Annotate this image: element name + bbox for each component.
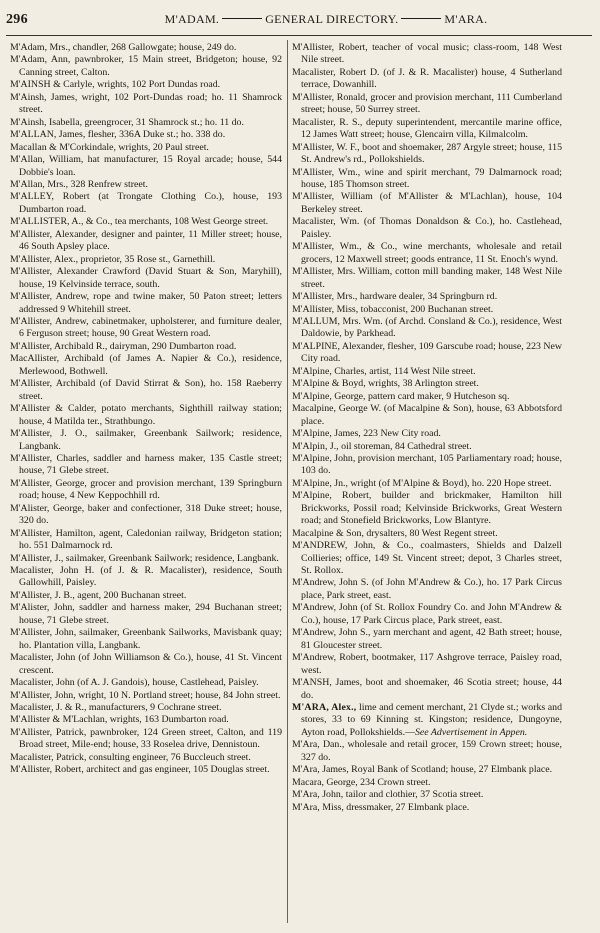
header-right-word: M'ARA. (444, 12, 488, 26)
header-rule (6, 35, 592, 36)
header-center-word: GENERAL DIRECTORY. (265, 12, 399, 26)
directory-entry: M'Allister, William (of M'Allister & M'Lachlan), house, 104 Berkeley street. (292, 191, 562, 215)
mara-entry (292, 702, 562, 739)
directory-entry: M'Ara, John, tailor and clothier, 37 Scotia street. (292, 789, 484, 801)
left-column (10, 42, 282, 777)
directory-entry: M'ALPINE, Alexander, flesher, 109 Garscube road; house, 223 New City road. (292, 340, 562, 365)
directory-entry: M'Allister & Calder, potato merchants, Sighthill railway station; house, 4 Matilda ter., Strathbungo. (10, 403, 282, 427)
directory-entry: M'Allister, John, sailmaker, Greenbank Sailworks, Mavisbank quay; ho. Plantation villa, Langbank. (10, 627, 282, 651)
column-divider (287, 40, 288, 923)
directory-entry: M'Allister, Patrick, pawnbroker, 124 Green street, Calton, and 119 Broad street, Mile-end; house, 33 Roselea drive, Dennistoun. (10, 726, 282, 751)
directory-entry: M'Allister, J., sailmaker, Greenbank Sailwork; residence, Langbank. (10, 552, 279, 564)
directory-entry: M'Alister, John, saddler and harness maker, 294 Buchanan street; house, 71 Glebe street. (10, 602, 282, 626)
directory-entry: Macalister, Patrick, consulting engineer, 76 Buccleuch street. (10, 751, 251, 763)
directory-entry: M'Ara, James, Royal Bank of Scotland; house, 27 Elmbank place. (292, 764, 553, 776)
directory-entry: M'Alpin, J., oil storeman, 84 Cathedral street. (292, 440, 472, 452)
directory-entry: M'Allister, Wm., wine and spirit merchant, 79 Dalmarnock road; house, 185 Thomson street. (292, 166, 562, 190)
directory-entry: M'ANDREW, John, & Co., coalmasters, Shields and Dalzell Collieries; office, 149 St. Vincent street; depot, 3 Charles street, St. Rollox. (292, 540, 562, 577)
directory-entry: M'Adam, Mrs., chandler, 268 Gallowgate; house, 249 do. (10, 42, 237, 53)
directory-entry: M'Andrew, John S. (of John M'Andrew & Co.), ho. 17 Park Circus place, Park street, east. (292, 577, 562, 601)
page-number: 296 (6, 12, 28, 27)
directory-entry: M'Alpine, Robert, builder and brickmaker, Hamilton hill Brickworks, Possil road; Kelvinside Brickworks, Great Western road; and Stonefield Brickworks, Low Blantyre. (292, 490, 562, 527)
right-column (292, 42, 562, 814)
directory-entry: M'Allister, Mrs. William, cotton mill banding maker, 148 West Nile street. (292, 266, 562, 290)
directory-entry: M'Allister, Wm., & Co., wine merchants, wholesale and retail grocers, 12 Maxwell street; goods entrance, 11 St. Enoch's wynd. (292, 241, 562, 265)
directory-entry: M'Allan, Mrs., 328 Renfrew street. (10, 178, 148, 190)
directory-entry: M'Allister, Alexander, designer and painter, 11 Miller street; house, 46 South Apsley place. (10, 228, 282, 253)
directory-entry: Macalister, John (of John Williamson & Co.), house, 41 St. Vincent crescent. (10, 652, 282, 676)
directory-entry: M'Ara, Miss, dressmaker, 27 Elmbank place. (292, 801, 470, 813)
directory-entry: M'Allister, Charles, saddler and harness maker, 135 Castle street; house, 71 Glebe street. (10, 452, 282, 477)
directory-entry: M'Allister, Andrew, cabinetmaker, upholsterer, and furniture dealer, 6 Ferguson street; house, 90 Great Western road. (10, 315, 282, 340)
directory-entry: M'Alpine, Charles, artist, 114 West Nile street. (292, 365, 476, 377)
directory-entry: Macara, George, 234 Crown street. (292, 776, 431, 788)
directory-entry: M'Andrew, John (of St. Rollox Foundry Co. and John M'Andrew & Co.), house, 17 Park Circus place, Park street, east. (292, 602, 562, 626)
directory-entry: M'Allister, Robert, architect and gas engineer, 105 Douglas street. (10, 764, 270, 776)
directory-entry: M'Allister, Archibald R., dairyman, 290 Dumbarton road. (10, 340, 237, 352)
header-dash-left (222, 18, 262, 19)
directory-entry: M'Ara, Dan., wholesale and retail grocer, 159 Crown street; house, 327 do. (292, 739, 562, 763)
directory-entry: Macalister, Wm. (of Thomas Donaldson & Co.), ho. Castlehead, Paisley. (292, 216, 562, 240)
directory-entry: M'Adam, Ann, pawnbroker, 15 Main street, Bridgeton; house, 92 Canning street, Calton. (10, 54, 282, 78)
directory-entry: M'Alpine, John, provision merchant, 105 Parliamentary road; house, 103 do. (292, 452, 562, 477)
directory-entry: M'Allister, Hamilton, agent, Caledonian railway, Bridgeton station; ho. 551 Dalmarnock rd. (10, 527, 282, 552)
directory-entry: M'Allister, Alex., proprietor, 35 Rose st., Garnethill. (10, 253, 216, 265)
directory-entry: M'Allister, John, wright, 10 N. Portland street; house, 84 John street. (10, 689, 281, 701)
directory-entry: Macalister, Robert D. (of J. & R. Macalister) house, 4 Sutherland terrace, Dowanhill. (292, 66, 562, 91)
directory-entry: M'Ainsh, Isabella, greengrocer, 31 Shamrock st.; ho. 11 do. (10, 116, 244, 128)
directory-entry: Macallan & M'Corkindale, wrights, 20 Paul street. (10, 141, 209, 153)
directory-entry: M'Allister, J. O., sailmaker, Greenbank Sailwork; residence, Langbank. (10, 428, 282, 452)
directory-entry: M'Allister, George, grocer and provision merchant, 139 Springburn road; house, 4 New Keppochhill rd. (10, 477, 282, 502)
directory-entry: Macalister, J. & R., manufacturers, 9 Cochrane street. (10, 702, 222, 714)
header-dash-right (401, 18, 441, 19)
mara-entry-body: lime and cement merchant, 21 Clyde st.; works and stores, 33 to 69 Kinning st. Kingston; residence, Dungoyne, Ayton road, Pollokshields.— (301, 702, 562, 738)
directory-entry: M'Alpine, George, pattern card maker, 9 Hutcheson sq. (292, 390, 510, 402)
directory-entry: M'Alpine, Jn., wright (of M'Alpine & Boyd), ho. 220 Hope street. (292, 477, 552, 489)
advertisement-note: See Advertisement in Appen. (414, 726, 528, 738)
directory-entry: MacAllister, Archibald (of James A. Napier & Co.), residence, Merlewood, Bothwell. (10, 353, 282, 377)
directory-entry: M'Allister, Robert, teacher of vocal music; class-room, 148 West Nile street. (292, 42, 562, 66)
directory-entry: M'Allister, Andrew, rope and twine maker, 50 Paton street; letters addressed 9 Whitehill street. (10, 291, 282, 315)
directory-entry: M'ALLUM, Mrs. Wm. (of Archd. Consland & Co.), residence, West Daldowie, by Parkhead. (292, 315, 562, 340)
directory-entry: M'ALLEY, Robert (at Trongate Clothing Co.), house, 193 Dumbarton road. (10, 191, 282, 215)
directory-entry: M'Allister, W. F., boot and shoemaker, 287 Argyle street; house, 115 St. Andrew's rd., Pollokshields. (292, 141, 562, 166)
page-header (6, 12, 592, 34)
directory-entry: Macalister, R. S., deputy superintendent, mercantile marine office, 12 James Watt street; house, Glencairn villa, Kilmalcolm. (292, 116, 562, 141)
right-column-end-entries (292, 739, 562, 814)
directory-entry: M'Ainsh, James, wright, 102 Port-Dundas road; ho. 11 Shamrock street. (10, 91, 282, 116)
directory-entry: Macalister, John H. (of J. & R. Macalister), residence, South Gallowhill, Paisley. (10, 565, 282, 589)
directory-entry: Macalister, John (of A. J. Gandois), house, Castlehead, Paisley. (10, 677, 259, 689)
directory-entry: M'AINSH & Carlyle, wrights, 102 Port Dundas road. (10, 79, 221, 91)
directory-entry: M'Andrew, Robert, bootmaker, 117 Ashgrove terrace, Paisley road, west. (292, 652, 562, 676)
mara-entry-name: M'ARA, Alex., (292, 702, 357, 714)
directory-entry: M'Alpine & Boyd, wrights, 38 Arlington street. (292, 378, 479, 390)
directory-entry: M'Andrew, John S., yarn merchant and agent, 42 Bath street; house, 81 Gloucester street. (292, 627, 562, 651)
directory-entry: M'Allister, Archibald (of David Stirrat & Son), ho. 158 Raeberry street. (10, 378, 282, 402)
directory-entry: M'Allister, Mrs., hardware dealer, 34 Springburn rd. (292, 291, 498, 303)
directory-entry: M'ALLISTER, A., & Co., tea merchants, 108 West George street. (10, 216, 269, 228)
directory-entry: M'Allister & M'Lachlan, wrights, 163 Dumbarton road. (10, 714, 229, 726)
directory-entry: M'ANSH, James, boot and shoemaker, 46 Scotia street; house, 44 do. (292, 677, 562, 701)
directory-entry: M'Allister, Ronald, grocer and provision merchant, 111 Cumberland street; house, 50 Surrey street. (292, 91, 562, 116)
directory-entry: M'Allister, Alexander Crawford (David Stuart & Son, Maryhill), house, 19 Kelvinside terrace, south. (10, 266, 282, 290)
directory-entry: M'Alpine, James, 223 New City road. (292, 428, 441, 440)
right-column-entries (292, 42, 562, 702)
directory-entry: M'ALLAN, James, flesher, 336A Duke st.; ho. 338 do. (10, 129, 226, 141)
running-title (60, 12, 592, 27)
header-left-word: M'ADAM. (164, 12, 220, 26)
directory-entry: Macalpine & Son, drysalters, 80 West Regent street. (292, 527, 498, 539)
directory-entry: M'Allister, J. B., agent, 200 Buchanan street. (10, 589, 187, 601)
directory-entry: M'Allister, Miss, tobacconist, 200 Buchanan street. (292, 303, 494, 315)
directory-entry: M'Alister, George, baker and confectioner, 318 Duke street; house, 320 do. (10, 502, 282, 527)
directory-entry: Macalpine, George W. (of Macalpine & Son), house, 63 Abbotsford place. (292, 403, 562, 427)
directory-entry: M'Allan, William, hat manufacturer, 15 Royal arcade; house, 544 Dobbie's loan. (10, 154, 282, 178)
